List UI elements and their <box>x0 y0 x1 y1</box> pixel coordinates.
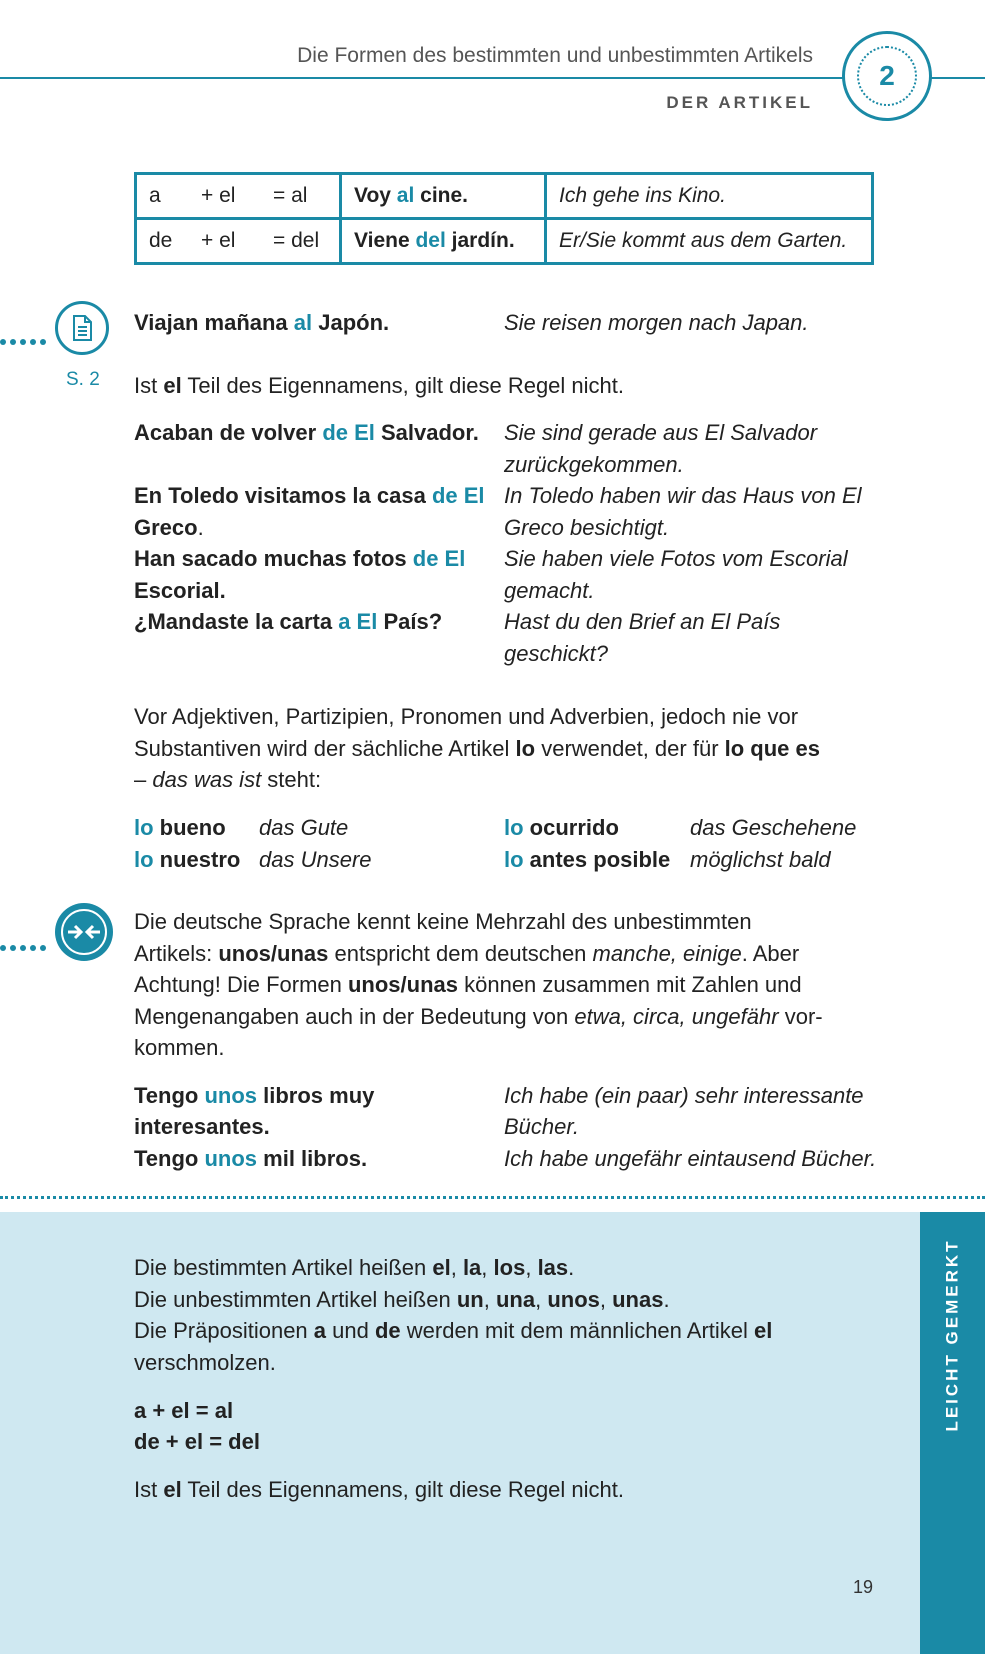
text: Ist <box>134 373 164 398</box>
highlight-article: al <box>396 184 415 207</box>
bold-term: la <box>462 1255 482 1280</box>
italic-term: das was ist <box>152 767 262 792</box>
highlight-article: unos <box>204 1146 258 1171</box>
spanish-text: ocurrido <box>523 815 619 840</box>
spanish-text: mil libros. <box>257 1146 368 1171</box>
text: Die Präpositionen <box>134 1318 314 1343</box>
summary-line <box>134 1255 574 1281</box>
summary-formula: de + el = del <box>134 1429 260 1454</box>
lo-example <box>504 847 670 873</box>
text: Teil des Eigennamens, gilt diese Regel nicht. <box>181 373 625 398</box>
text: Artikels: <box>134 941 219 966</box>
bold-term: unos <box>547 1287 600 1312</box>
highlight-article: lo <box>134 815 154 840</box>
example-german: In Toledo haben wir das Haus von El <box>504 483 862 508</box>
paragraph-line <box>134 767 321 793</box>
spanish-text: libros muy <box>257 1083 375 1108</box>
lo-example-german: das Gute <box>259 815 349 840</box>
dotted-separator <box>0 1196 985 1199</box>
bold-term: unas <box>612 1287 664 1312</box>
punctuation: , <box>483 1287 496 1312</box>
text: werden mit dem männlichen Artikel <box>400 1318 755 1343</box>
bold-term: los <box>493 1255 526 1280</box>
text: entspricht dem deutschen <box>328 941 593 966</box>
margin-dots <box>0 325 50 331</box>
highlight-article: unos <box>204 1083 258 1108</box>
chapter-number: 2 <box>879 60 895 91</box>
page-reference[interactable]: S. 2 <box>66 369 100 390</box>
paragraph-line: Vor Adjektiven, Partizipien, Pronomen und Adverbien, jedoch nie vor <box>134 704 799 729</box>
spanish-text: cine. <box>414 184 469 207</box>
table-row <box>136 174 873 219</box>
page-number: 19 <box>853 1577 874 1597</box>
spanish-text: Japón. <box>312 310 390 335</box>
example-german: Sie reisen morgen nach Japan. <box>504 310 809 335</box>
example-spanish <box>134 1146 367 1172</box>
punctuation: . <box>197 515 204 540</box>
example-spanish-cont: interesantes. <box>134 1114 270 1139</box>
paragraph-line <box>134 736 820 762</box>
paragraph-line <box>134 1004 823 1030</box>
spanish-text: antes posible <box>523 847 671 872</box>
example-german: Bücher. <box>504 1114 580 1139</box>
bold-term: de <box>374 1318 401 1343</box>
spanish-text: Han sacado muchas fotos <box>134 546 413 571</box>
highlight-article: al <box>293 310 313 335</box>
punctuation: , <box>481 1255 494 1280</box>
bold-term: un <box>456 1287 484 1312</box>
table-cell-german: Er/Sie kommt aus dem Garten. <box>546 219 873 264</box>
bold-term: unos/unas <box>347 972 458 997</box>
lo-example-german: das Unsere <box>259 847 372 872</box>
punctuation: , <box>525 1255 538 1280</box>
example-spanish-cont <box>134 515 204 541</box>
highlight-article: lo <box>504 847 524 872</box>
spanish-text: Acaban de volver <box>134 420 323 445</box>
table-cell-formula <box>136 219 341 264</box>
table-cell-spanish <box>341 174 546 219</box>
formula-prep: a <box>149 184 161 207</box>
example-spanish <box>134 1083 374 1109</box>
header-rule <box>0 77 985 79</box>
formula-plus: + el <box>201 184 236 207</box>
example-german: Greco besichtigt. <box>504 515 670 540</box>
table-row <box>136 219 873 264</box>
summary-line <box>134 1318 772 1344</box>
text: . Aber <box>741 941 800 966</box>
document-icon[interactable] <box>55 301 109 355</box>
summary-line <box>134 1477 624 1503</box>
example-german: Sie haben viele Fotos vom Escorial <box>504 546 848 571</box>
spanish-text: Greco <box>134 515 198 540</box>
spanish-text: Tengo <box>134 1146 205 1171</box>
spanish-text: Salvador. <box>374 420 479 445</box>
example-german: geschickt? <box>504 641 608 666</box>
formula-prep: de <box>149 229 173 252</box>
text: Achtung! Die Formen <box>134 972 348 997</box>
spanish-text: Tengo <box>134 1083 205 1108</box>
table-cell-german: Ich gehe ins Kino. <box>546 174 873 219</box>
summary-line <box>134 1287 670 1313</box>
example-german: gemacht. <box>504 578 595 603</box>
text: Teil des Eigennamens, gilt diese Regel nicht. <box>181 1477 625 1502</box>
contraction-table <box>134 172 874 265</box>
spanish-text: ¿Mandaste la carta <box>134 609 339 634</box>
highlight-article: de El <box>412 546 466 571</box>
lo-example <box>134 847 240 873</box>
sidebar-label-text: LEICHT GEMERKT <box>942 1238 962 1432</box>
highlight-article: de El <box>431 483 485 508</box>
highlight-article: lo <box>504 815 524 840</box>
bold-term: el <box>432 1255 451 1280</box>
bold-term: a <box>313 1318 327 1343</box>
formula-plus: + el <box>201 229 236 252</box>
bold-term: el <box>754 1318 773 1343</box>
spanish-text: jardín. <box>445 229 515 252</box>
summary-sidebar-label <box>925 1240 980 1430</box>
punctuation: , <box>599 1287 613 1312</box>
text: Substantiven wird der sächliche Artikel <box>134 736 516 761</box>
bold-term: una <box>495 1287 536 1312</box>
text: steht: <box>261 767 322 792</box>
text: vor- <box>778 1004 823 1029</box>
highlight-article: de El <box>322 420 375 445</box>
summary-line: verschmolzen. <box>134 1350 276 1375</box>
spanish-text: nuestro <box>153 847 241 872</box>
text: können zusammen mit Zahlen und <box>458 972 802 997</box>
bold-term: lo <box>515 736 536 761</box>
punctuation: , <box>535 1287 548 1312</box>
text: – <box>134 767 153 792</box>
italic-term: manche, einige <box>592 941 742 966</box>
text: Die bestimmten Artikel heißen <box>134 1255 433 1280</box>
example-german: Sie sind gerade aus El Salvador <box>504 420 818 445</box>
text: Mengenangaben auch in der Bedeutung von <box>134 1004 575 1029</box>
example-spanish <box>134 609 442 635</box>
example-spanish <box>134 310 389 336</box>
summary-formula: a + el = al <box>134 1398 234 1423</box>
spanish-text: Viene <box>354 229 416 252</box>
paragraph-line: Die deutsche Sprache kennt keine Mehrzahl des unbestimmten <box>134 909 752 934</box>
lo-example <box>504 815 619 841</box>
table-cell-spanish <box>341 219 546 264</box>
spanish-text: bueno <box>153 815 226 840</box>
spanish-text: Voy <box>354 184 397 207</box>
example-spanish <box>134 546 465 572</box>
punctuation: , <box>450 1255 463 1280</box>
example-german: zurückgekommen. <box>504 452 684 477</box>
section-label: DER ARTIKEL <box>666 93 813 112</box>
highlight-article: a El <box>338 609 378 634</box>
paragraph-line <box>134 972 802 998</box>
example-german: Ich habe ungefähr eintausend Bücher. <box>504 1146 877 1171</box>
example-spanish <box>134 420 479 446</box>
spanish-text: Viajan mañana <box>134 310 294 335</box>
spanish-text: País? <box>377 609 443 634</box>
italic-term: etwa, circa, ungefähr <box>574 1004 779 1029</box>
bold-term: las <box>537 1255 569 1280</box>
highlight-article: del <box>415 229 446 252</box>
example-spanish-cont: Escorial. <box>134 578 226 603</box>
margin-dots <box>0 931 50 937</box>
highlight-article: lo <box>134 847 154 872</box>
bold-term: el <box>163 373 182 398</box>
bold-term: unos/unas <box>218 941 329 966</box>
bold-term: el <box>163 1477 182 1502</box>
text: Die unbestimmten Artikel heißen <box>134 1287 457 1312</box>
text: verwendet, der für <box>535 736 725 761</box>
paragraph-line: kommen. <box>134 1035 225 1060</box>
example-german: Hast du den Brief an El País <box>504 609 781 634</box>
bold-term: lo que es <box>724 736 820 761</box>
paragraph-line <box>134 941 799 967</box>
formula-result: = al <box>273 184 308 207</box>
example-german: Ich habe (ein paar) sehr interessante <box>504 1083 864 1108</box>
lo-example <box>134 815 226 841</box>
lo-example-german: möglichst bald <box>690 847 831 872</box>
punctuation: . <box>568 1255 575 1280</box>
chapter-badge <box>842 31 932 121</box>
running-title: Die Formen des bestimmten und unbestimmten Artikels <box>297 44 813 67</box>
table-cell-formula <box>136 174 341 219</box>
rule-text <box>134 373 624 399</box>
example-spanish <box>134 483 485 509</box>
spanish-text: En Toledo visitamos la casa <box>134 483 432 508</box>
punctuation: . <box>663 1287 670 1312</box>
compare-icon[interactable] <box>55 903 113 961</box>
text: Ist <box>134 1477 164 1502</box>
lo-example-german: das Geschehene <box>690 815 857 840</box>
formula-result: = del <box>273 229 320 252</box>
text: und <box>326 1318 375 1343</box>
